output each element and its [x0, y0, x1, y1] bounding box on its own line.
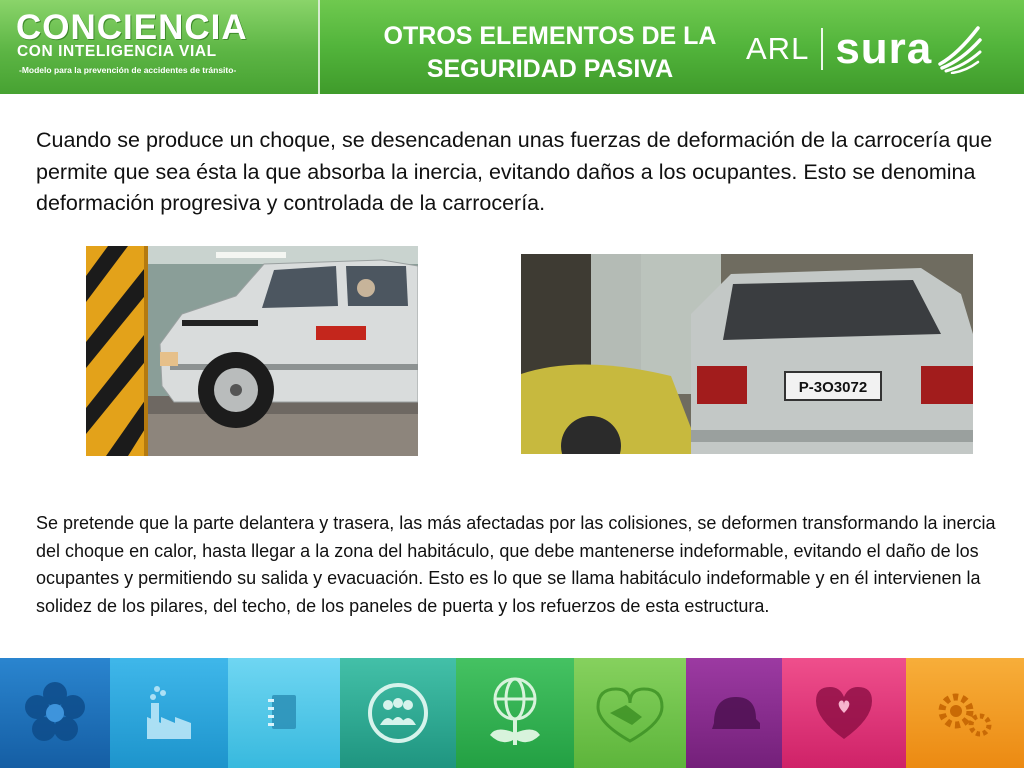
slide-header [0, 0, 1024, 95]
handshake-icon [592, 683, 668, 743]
slide-title-line2: SEGURIDAD PASIVA [426, 55, 674, 83]
brand-divider [821, 28, 823, 70]
tile-people [340, 658, 456, 768]
slide-title [340, 20, 760, 86]
arl-sura-logo [746, 24, 982, 74]
frontal-crash-test-photo [86, 246, 418, 456]
brand-arl: ARL [746, 31, 810, 66]
gears-icon [930, 683, 1000, 743]
heart-icon [812, 683, 876, 743]
tile-notebook [228, 658, 340, 768]
logo-title: CONCIENCIA [16, 8, 248, 47]
logo-subtitle: CON INTELIGENCIA VIAL [17, 43, 217, 60]
slide-title-line1: OTROS ELEMENTOS DE LA [383, 22, 717, 50]
helmet-icon [704, 689, 764, 737]
tile-helmet [686, 658, 782, 768]
tile-gears [906, 658, 1024, 768]
factory-icon [139, 683, 199, 743]
tile-factory [110, 658, 228, 768]
rear-crash-test-photo [521, 254, 973, 454]
icon-strip [0, 658, 1024, 768]
notebook-icon [264, 691, 304, 735]
license-plate: P-3O3072 [798, 379, 868, 396]
people-circle-icon [366, 681, 430, 745]
logo-tagline: -Modelo para la prevención de accidentes de tránsito- [19, 65, 237, 75]
tile-globe-plant [456, 658, 574, 768]
tile-heart [782, 658, 906, 768]
globe-plant-icon [482, 673, 548, 753]
intro-paragraph: Cuando se produce un choque, se desencadenan unas fuerzas de deformación de la carrocería que permite que sea ésta la que absorba la inercia, evitando daños a los ocupantes. Esto se denomina deformación progresiva y controlada de la carrocería. [36, 128, 993, 215]
flower-icon [20, 678, 90, 748]
brand-sura: sura [835, 24, 933, 73]
tile-handshake [574, 658, 686, 768]
tile-flower [0, 658, 110, 768]
title-banner [320, 0, 1024, 94]
conciencia-logo [0, 0, 320, 94]
sura-wing-icon [936, 24, 982, 74]
habitaculo-paragraph: Se pretende que la parte delantera y trasera, las más afectadas por las colisiones, se deformen transformando la inercia del choque en calor, hasta llegar a la zona del habitáculo, que debe mantenerse indeformable, evitando el daño de los ocupantes y permitiendo su salida y evacuación. Esto es lo que se llama habitáculo indeformable y en él intervienen la solidez de los pilares, del techo, de los paneles de puerta y los refuerzos de esta estructura. [36, 513, 996, 616]
